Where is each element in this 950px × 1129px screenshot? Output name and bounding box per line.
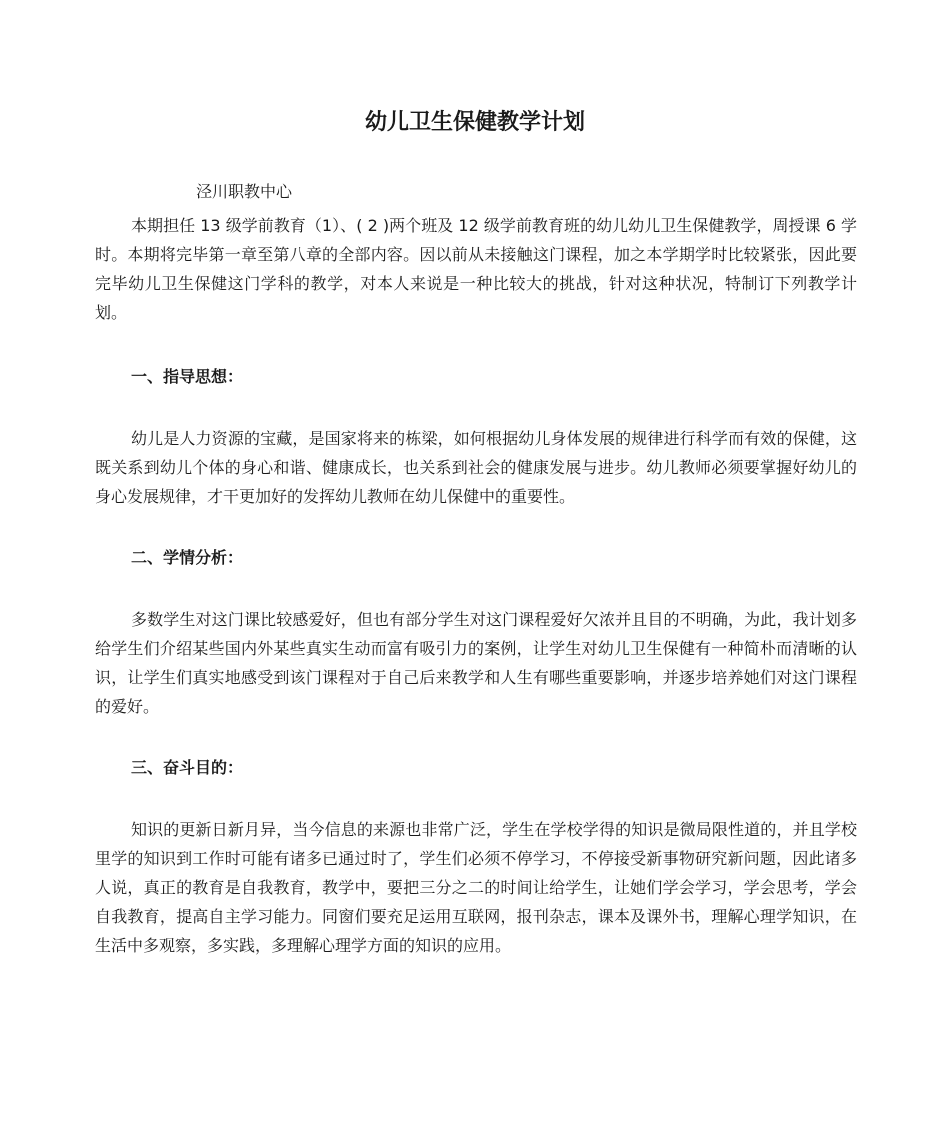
section-body-guiding-thought: 幼儿是人力资源的宝藏，是国家将来的栋梁，如何根据幼儿身体发展的规律进行科学而有效的保健，这既关系到幼儿个体的身心和谐、健康成长，也关系到社会的健康发展与进步。幼儿教师必须要掌握好幼儿的身心发展规律，才干更加好的发挥幼儿教师在幼儿保健中的重要性。 xyxy=(95,429,857,506)
section-heading-guiding-thought: 一、指导思想： xyxy=(131,367,244,386)
section-heading-learning-analysis: 二、学情分析： xyxy=(131,548,244,567)
intro-paragraph: 本期担任 13 级学前教育（1）、( 2 )两个班及 12 级学前教育班的幼儿幼儿卫生保健教学，周授课 6 学时。本期将完毕第一章至第八章的全部内容。因以前从未接触这门课程，加之本学期学时比较紧张，因此要完毕幼儿卫生保健这门学科的教学，对本人来说是一种比较大的挑战，针对这种状况，特制订下列教学计划。 xyxy=(95,216,857,322)
section-body-goals: 知识的更新日新月异，当今信息的来源也非常广泛，学生在学校学得的知识是微局限性道的，并且学校里学的知识到工作时可能有诸多已通过时了，学生们必须不停学习，不停接受新事物研究新问题，因此诸多人说，真正的教育是自我教育，教学中，要把三分之二的时间让给学生，让她们学会学习，学会思考，学会自我教育，提高自主学习能力。同窗们要充足运用互联网，报刊杂志，课本及课外书，理解心理学知识，在生活中多观察，多实践，多理解心理学方面的知识的应用。 xyxy=(95,820,857,955)
document-title: 幼儿卫生保健教学计划 xyxy=(364,110,585,135)
organization-name: 泾川职教中心 xyxy=(196,182,293,201)
section-body-learning-analysis: 多数学生对这门课比较感爱好，但也有部分学生对这门课程爱好欠浓并且目的不明确，为此，我计划多给学生们介绍某些国内外某些真实生动而富有吸引力的案例，让学生对幼儿卫生保健有一种简朴而清晰的认识，让学生们真实地感受到该门课程对于自己后来教学和人生有哪些重要影响，并逐步培养她们对这门课程的爱好。 xyxy=(95,610,857,716)
section-heading-goals: 三、奋斗目的： xyxy=(131,758,244,777)
